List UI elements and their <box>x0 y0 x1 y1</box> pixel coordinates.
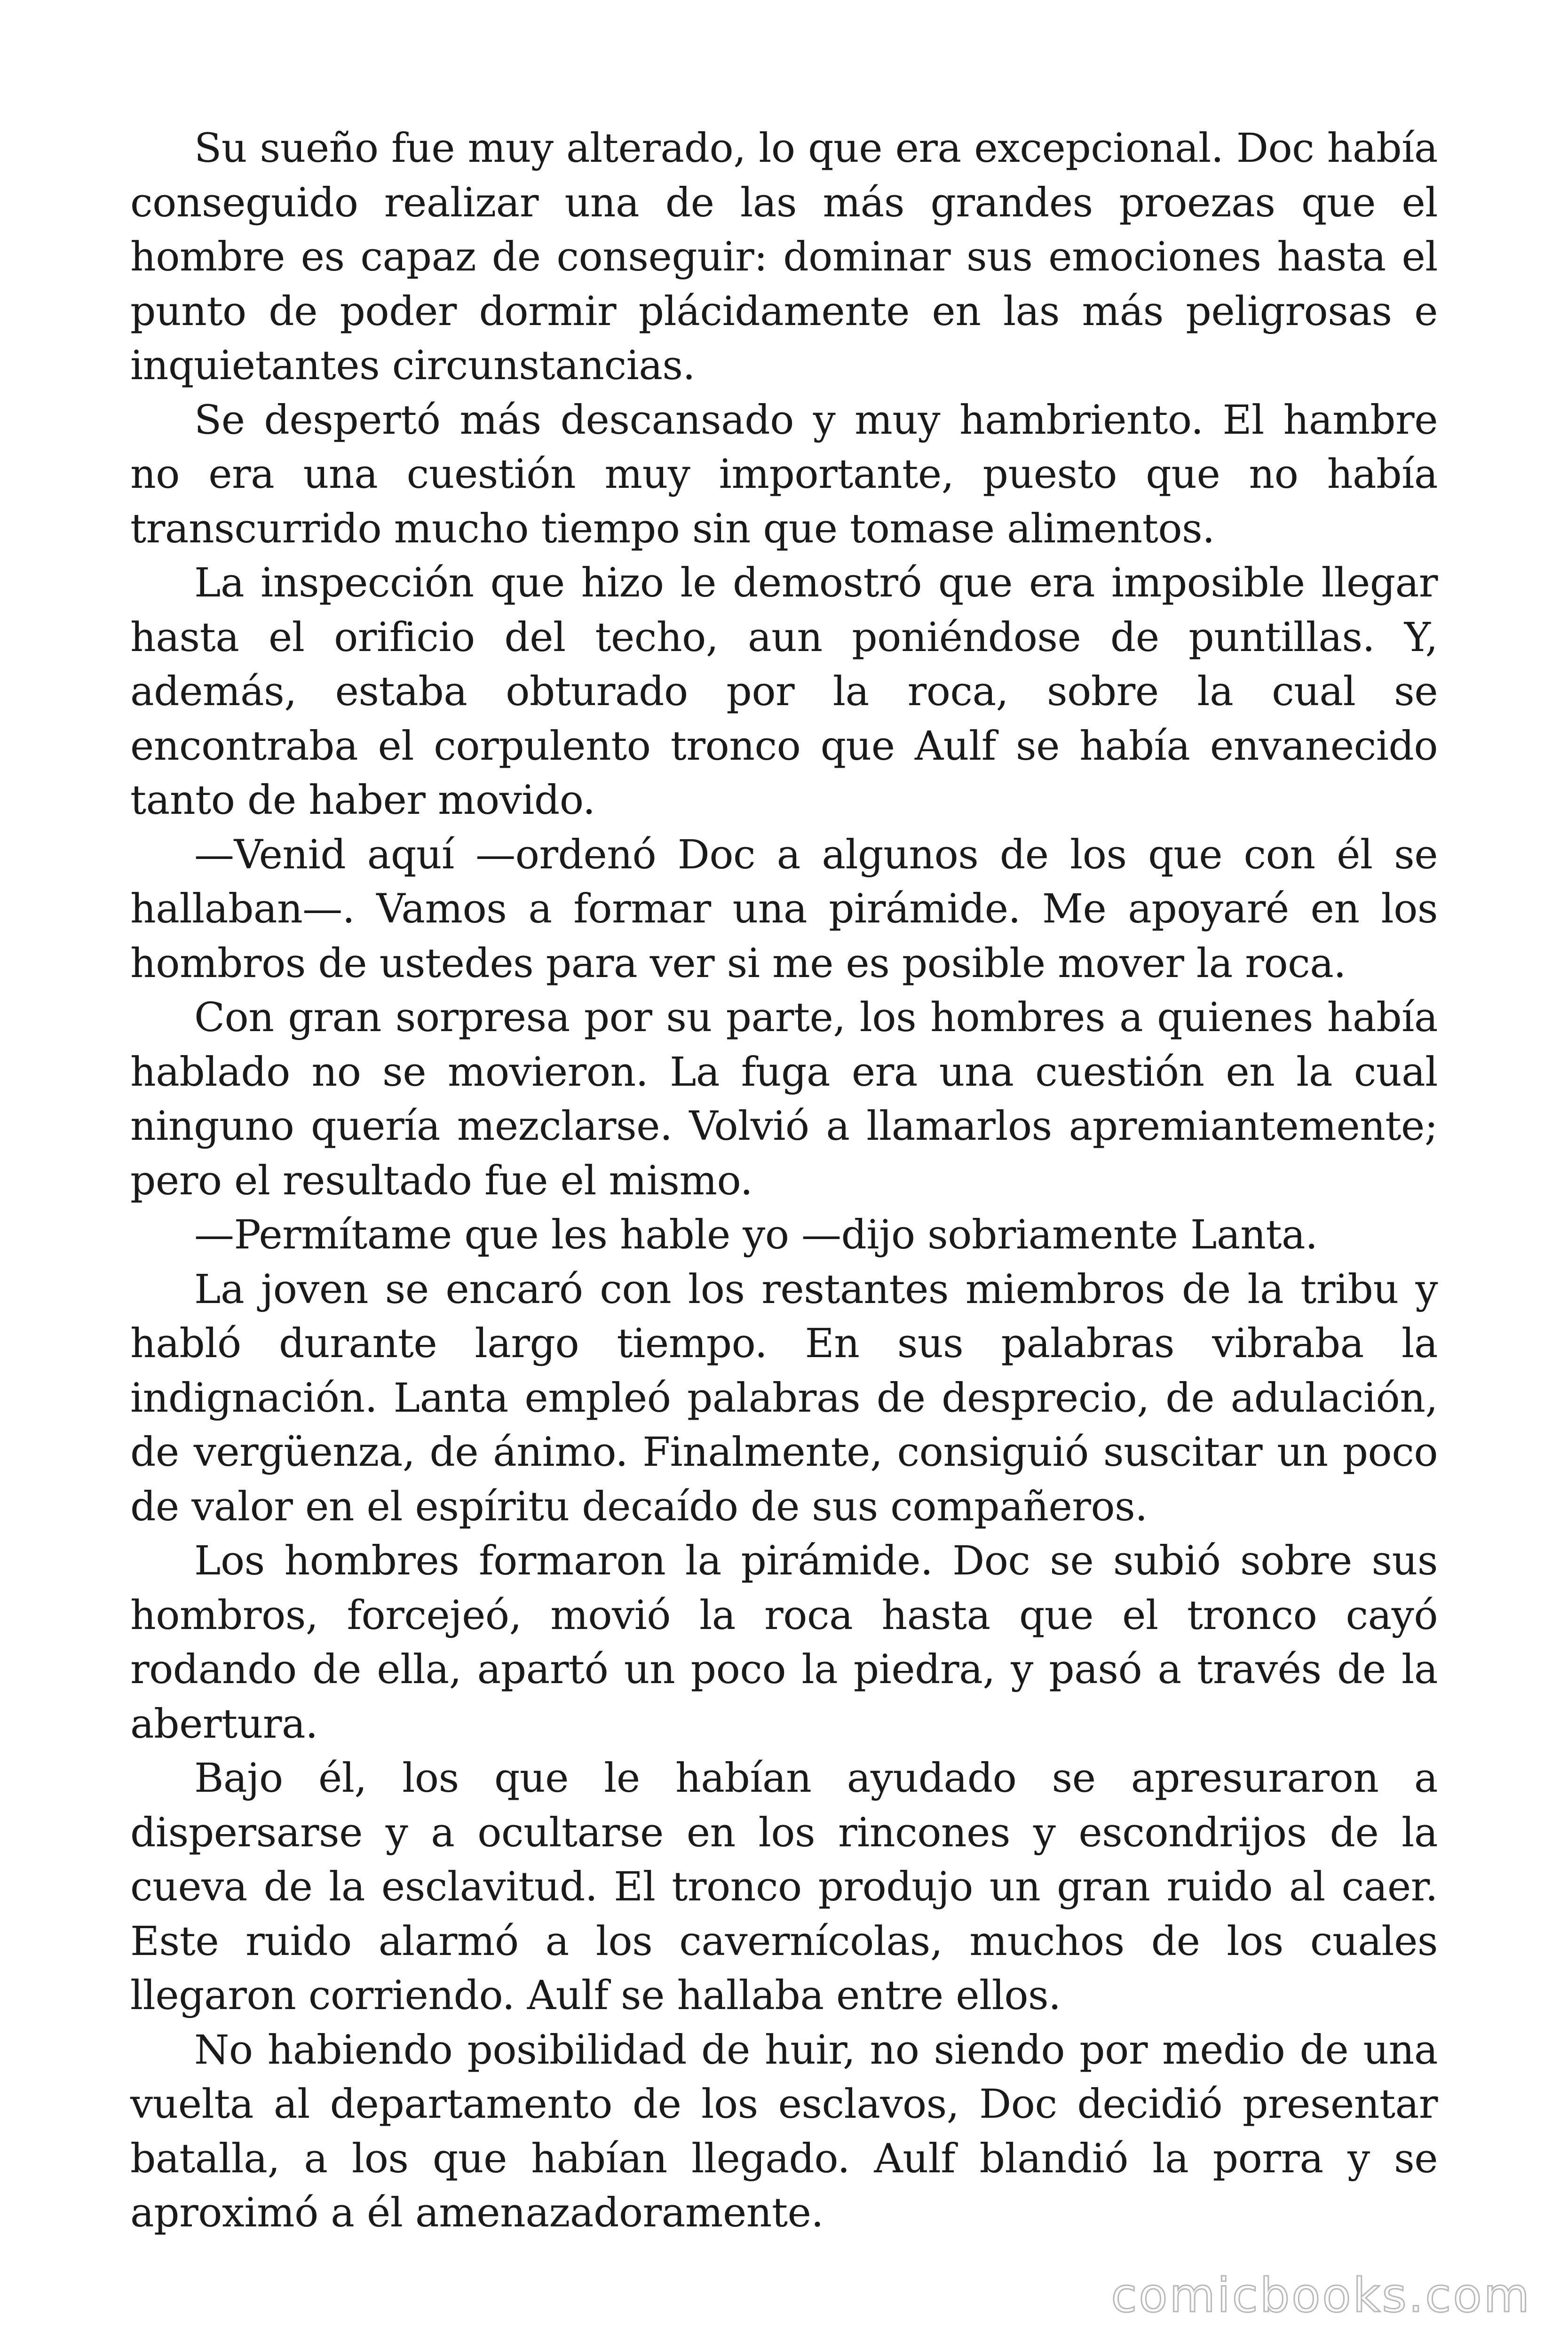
paragraph: No habiendo posibilidad de huir, no siendo por medio de una vuelta al departamento de los esclavos, Doc decidió presentar batalla, a los que habían llegado. Aulf blandió la porra y se aproximó a él amenazadoramente. <box>130 2026 1438 2236</box>
paragraph: —Permítame que les hable yo —dijo sobriamente Lanta. <box>194 1212 1318 1258</box>
paragraph: La joven se encaró con los restantes miembros de la tribu y habló durante largo tiempo. En sus palabras vibraba la indignación. Lanta empleó palabras de desprecio, de adulación, de vergüenza, de ánimo. Finalmente, consiguió suscitar un poco de valor en el espíritu decaído de sus compañeros. <box>130 1266 1438 1530</box>
paragraph: Se despertó más descansado y muy hambriento. El hambre no era una cuestión muy importante, puesto que no había transcurrido mucho tiempo sin que tomase alimentos. <box>130 397 1438 552</box>
paragraph: —Venid aquí —ordenó Doc a algunos de los que con él se hallaban—. Vamos a formar una pirámide. Me apoyaré en los hombros de ustedes para ver si me es posible mover la roca. <box>130 831 1438 987</box>
paragraph: Bajo él, los que le habían ayudado se apresuraron a dispersarse y a ocultarse en los rincones y escondrijos de la cueva de la esclavitud. El tronco produjo un gran ruido al caer. Este ruido alarmó a los cavernícolas, muchos de los cuales llegaron corriendo. Aulf se hallaba entre ellos. <box>130 1755 1438 2019</box>
paragraph: Con gran sorpresa por su parte, los hombres a quienes había hablado no se movieron. La fuga era una cuestión en la cual ninguno quería mezclarse. Volvió a llamarlos apremiantemente; pero el resultado fue el mismo. <box>130 994 1438 1204</box>
paragraph: La inspección que hizo le demostró que era imposible llegar hasta el orificio del techo, aun poniéndose de puntillas. Y, además, estaba obturado por la roca, sobre la cual se encontraba el corpulento tronco que Aulf se había envanecido tanto de haber movido. <box>130 560 1438 824</box>
watermark: comicbooks.com <box>1111 2268 1531 2323</box>
paragraph: Los hombres formaron la pirámide. Doc se subió sobre sus hombros, forcejeó, movió la roca hasta que el tronco cayó rodando de ella, apartó un poco la piedra, y pasó a través de la abertura. <box>130 1538 1438 1748</box>
paragraph: Su sueño fue muy alterado, lo que era excepcional. Doc había conseguido realizar una de las más grandes proezas que el hombre es capaz de conseguir: dominar sus emociones hasta el punto de poder dormir plácidamente en las más peligrosas e inquietantes circunstancias. <box>130 125 1438 389</box>
page-body <box>130 121 1438 2241</box>
